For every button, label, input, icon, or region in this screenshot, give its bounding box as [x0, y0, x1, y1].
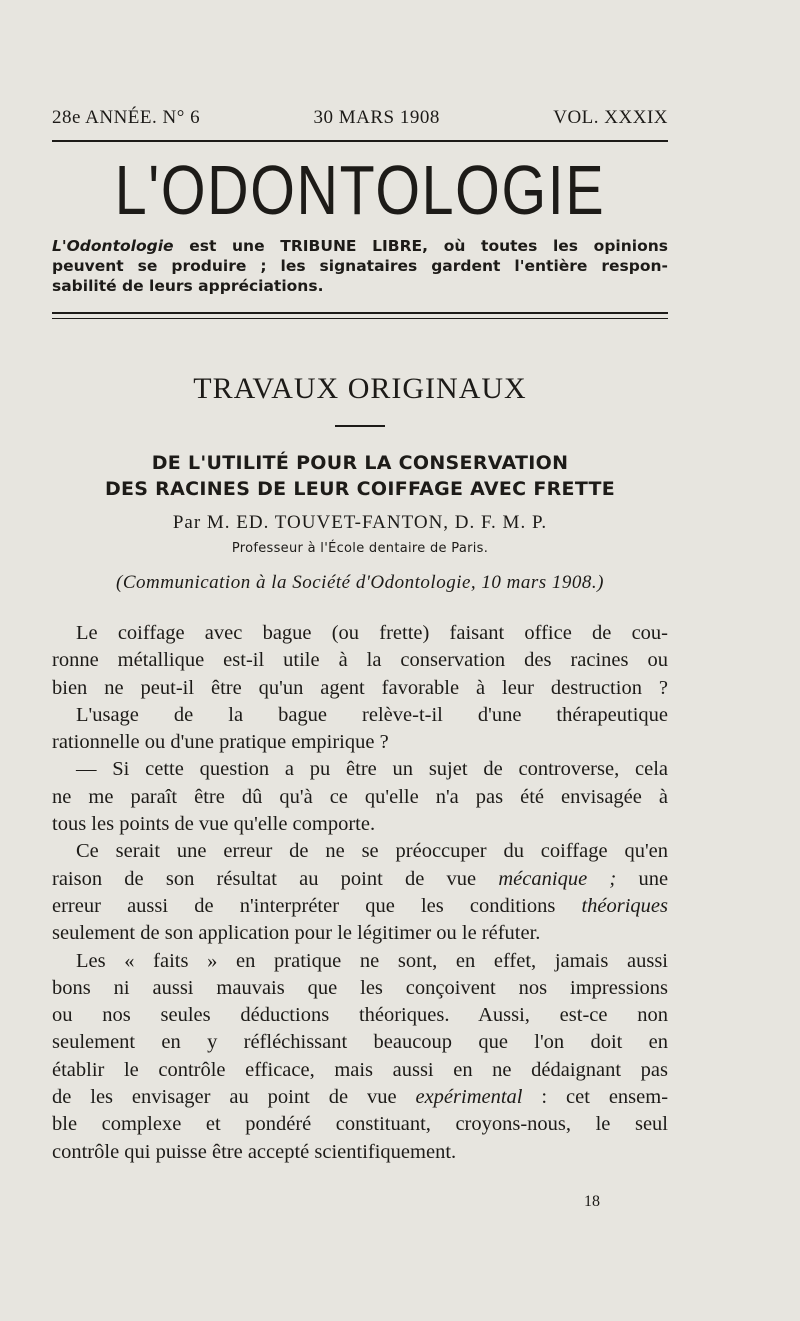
section-title: TRAVAUX ORIGINAUX: [193, 372, 527, 405]
body-emphasis: mécanique ;: [498, 867, 617, 890]
journal-name: L'Odontologie: [52, 237, 174, 255]
notice-line: sabilité de leurs appréciations.: [52, 277, 324, 295]
article-title-line: DES RACINES DE LEUR COIFFAGE AVEC FRETTE: [104, 478, 616, 500]
body-line: ble complexe et pondéré constituant, croyons-nous, le seul: [52, 1113, 668, 1136]
body-line: bons ni aussi mauvais que les conçoivent nos impressions: [52, 976, 668, 999]
notice-text: est une TRIBUNE LIBRE, où toutes les opinions: [189, 237, 668, 255]
notice-line: [52, 236, 668, 256]
journal-title: L'ODONTOLOGIE: [114, 151, 606, 229]
body-line: ronne métallique est-il utile à la conservation des racines ou: [52, 649, 668, 672]
body-line: seulement de son application pour le légitimer ou le réfuter.: [52, 922, 541, 945]
issue-number: 28e ANNÉE. N° 6: [52, 107, 201, 128]
body-line: Ce serait une erreur de ne se préoccuper du coiffage qu'en: [76, 840, 668, 863]
body-line: seulement en y réfléchissant beaucoup que l'on doit en: [52, 1031, 668, 1054]
body-fragment: une: [638, 867, 669, 890]
body-fragment: erreur aussi de n'interpréter que les conditions: [52, 894, 556, 917]
body-line: [52, 866, 668, 893]
notice-rule-top: [52, 312, 668, 314]
communication-note: (Communication à la Société d'Odontologie, 10 mars 1908.): [116, 572, 604, 593]
article-author: Par M. ED. TOUVET-FANTON, D. F. M. P.: [172, 512, 548, 533]
body-emphasis: expérimental: [415, 1086, 523, 1109]
body-line: Les « faits » en pratique ne sont, en effet, jamais aussi: [76, 949, 668, 972]
body-line: ne me paraît être dû qu'à ce qu'elle n'a pas été envisagée à: [52, 785, 668, 808]
page-number: 18: [584, 1193, 600, 1210]
running-header: [52, 107, 668, 129]
body-fragment: raison de son résultat au point de vue: [52, 867, 477, 890]
issue-date: 30 MARS 1908: [313, 107, 440, 128]
volume-number: VOL. XXXIX: [553, 107, 668, 128]
header-rule: [52, 140, 668, 142]
body-line: tous les points de vue qu'elle comporte.: [52, 813, 376, 836]
body-line: [52, 893, 668, 920]
body-fragment: de les envisager au point de vue: [52, 1086, 397, 1109]
body-line: Le coiffage avec bague (ou frette) faisant office de cou-: [76, 622, 668, 644]
notice-rule-bottom: [52, 318, 668, 319]
article-title: [52, 450, 668, 502]
body-line: bien ne peut-il être qu'un agent favorable à leur destruction ?: [52, 676, 668, 699]
body-line: — Si cette question a pu être un sujet de controverse, cela: [76, 758, 668, 781]
author-affiliation: Professeur à l'École dentaire de Paris.: [231, 541, 489, 556]
body-fragment: : cet ensem-: [541, 1086, 669, 1109]
section-underline: [335, 425, 385, 427]
body-line: ou nos seules déductions théoriques. Aussi, est-ce non: [52, 1004, 668, 1027]
body-line: établir le contrôle efficace, mais aussi en ne dédaignant pas: [52, 1058, 668, 1081]
editorial-notice: [52, 236, 668, 296]
body-emphasis: théoriques: [581, 894, 668, 917]
article-title-line: DE L'UTILITÉ POUR LA CONSERVATION: [151, 452, 569, 474]
article-body: [52, 620, 668, 1166]
notice-line: peuvent se produire ; les signataires gardent l'entière respon-: [52, 257, 668, 275]
body-line: contrôle qui puisse être accepté scientifiquement.: [52, 1140, 457, 1163]
body-line: L'usage de la bague relève-t-il d'une thérapeutique: [76, 703, 668, 726]
body-line: rationnelle ou d'une pratique empirique ?: [52, 731, 389, 754]
body-line: [52, 1084, 668, 1111]
